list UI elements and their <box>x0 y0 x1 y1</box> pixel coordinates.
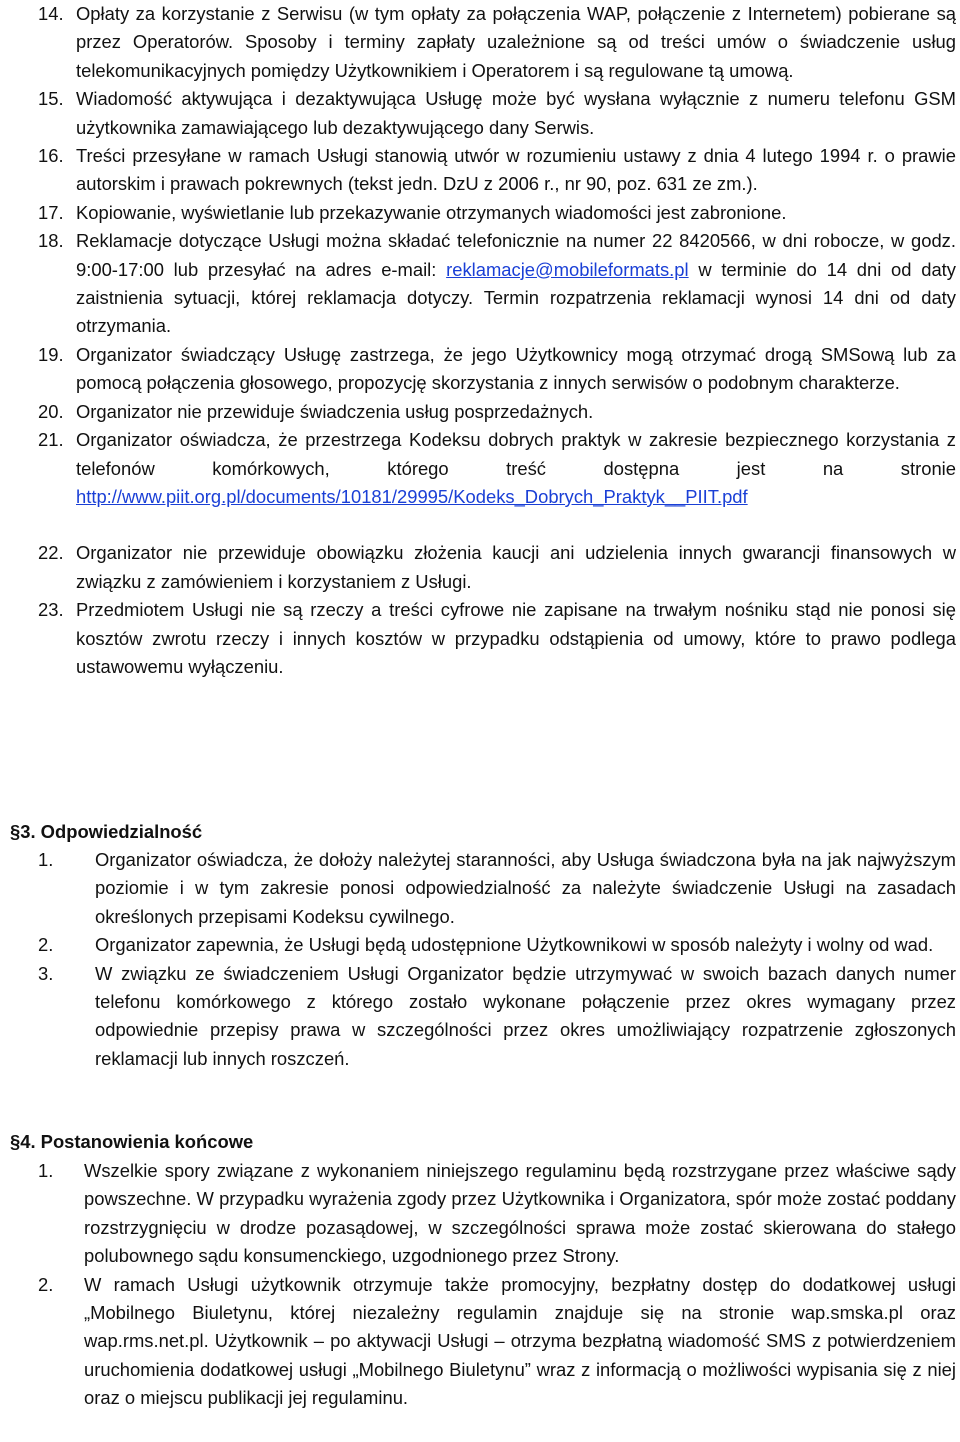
item-number: 18. <box>38 230 64 252</box>
list-item <box>38 1157 956 1271</box>
item-number: 1. <box>38 1160 54 1181</box>
final-provisions-list <box>38 1157 956 1413</box>
item-text: W związku ze świadczeniem Usługi Organizator będzie utrzymywać w swoich bazach danych numer telefonu komórkowego z którego zostało wykonane połączenie przez okres wymagany przez odpowiednie przepisy prawa w szczególności przez okres umożliwiający rozpatrzenie zgłoszonych reklamacji lub innych roszczeń. <box>95 962 956 1069</box>
item-number: 21. <box>38 429 64 451</box>
item-text: Organizator zapewnia, że Usługi będą udostępnione Użytkownikowi w sposób należyty i wolny od wad. <box>95 934 934 956</box>
item-number: 3. <box>38 962 54 984</box>
list-item <box>38 142 956 199</box>
item-text <box>76 426 956 511</box>
list-item <box>38 931 956 959</box>
list-item <box>38 0 956 85</box>
terms-list <box>38 0 956 681</box>
item-number: 2. <box>38 934 54 956</box>
item-text: Kopiowanie, wyświetlanie lub przekazywanie otrzymanych wiadomości jest zabronione. <box>76 201 787 223</box>
item-number: 17. <box>38 201 64 223</box>
item-text-after: w terminie do 14 dni od daty zaistnienia sytuacji, której reklamacja dotyczy. Termin rozpatrzenia reklamacji wynosi 14 dni od daty otrzymania. <box>76 258 956 337</box>
list-item <box>38 199 956 227</box>
item-text: Opłaty za korzystanie z Serwisu (w tym opłaty za połączenia WAP, połączenie z Internetem) pobierane są przez Operatorów. Sposoby i terminy zapłaty uzależnione są od treści umów o świadczenie usług telekomunikacyjnych pomiędzy Użytkownikiem i Operatorem i są regulowane tą umową. <box>76 3 956 81</box>
list-item <box>38 539 956 596</box>
item-number: 1. <box>38 849 54 870</box>
item-text-before: Organizator oświadcza, że przestrzega Kodeksu dobrych praktyk w zakresie bezpiecznego korzystania z telefonów komórkowych, którego treść dostępna jest na stronie <box>76 429 956 479</box>
list-item <box>38 846 956 931</box>
section-heading-final-provisions: §4. Postanowienia końcowe <box>10 1131 254 1152</box>
item-text: Wiadomość aktywująca i dezaktywująca Usługę może być wysłana wyłącznie z numeru telefonu GSM użytkownika zamawiającego lub dezaktywującego dany Serwis. <box>76 88 956 138</box>
list-item <box>38 426 956 511</box>
list-item <box>38 398 956 426</box>
list-item <box>38 85 956 142</box>
item-number: 15. <box>38 88 64 110</box>
item-number: 2. <box>38 1273 54 1295</box>
item-number: 19. <box>38 343 64 365</box>
liability-list <box>38 846 956 1073</box>
item-text: Organizator świadczący Usługę zastrzega, że jego Użytkownicy mogą otrzymać drogą SMSową lub za pomocą połączenia głosowego, propozycję skorzystania z innych serwisów o podobnym charakterze. <box>76 343 956 394</box>
item-number: 16. <box>38 145 64 167</box>
item-text: Przedmiotem Usługi nie są rzeczy a treści cyfrowe nie zapisane na trwałym nośniku stąd nie ponosi się kosztów zwrotu rzeczy i innych kosztów w przypadku odstąpienia od umowy, które to prawo podlega ustawowemu wyłączeniu. <box>76 599 956 677</box>
code-of-practice-link[interactable]: http://www.piit.org.pl/documents/10181/29995/Kodeks_Dobrych_Praktyk__PIIT.pdf <box>76 485 748 507</box>
item-number: 22. <box>38 542 64 564</box>
complaints-email-link[interactable]: reklamacje@mobileformats.pl <box>446 258 689 280</box>
item-text: Organizator oświadcza, że dołoży należytej staranności, aby Usługa świadczona była na jak najwyższym poziomie i w tym zakresie ponosi odpowiedzialność za należyte świadczenie Usługi na zasadach określonych przepisami Kodeksu cywilnego. <box>95 849 956 927</box>
item-text <box>76 227 956 341</box>
item-text: Organizator nie przewiduje obowiązku złożenia kaucji ani udzielenia innych gwarancji finansowych w związku z zamówieniem i korzystaniem z Usługi. <box>76 542 956 592</box>
item-number: 20. <box>38 400 64 422</box>
list-item <box>38 960 956 1074</box>
list-item <box>38 1271 956 1413</box>
item-number: 14. <box>38 3 64 24</box>
item-text: Wszelkie spory związane z wykonaniem niniejszego regulaminu będą rozstrzygane przez właściwe sądy powszechne. W przypadku wyrażenia zgody przez Użytkownika i Organizatora, spór może zostać poddany rozstrzygnięciu w drodze pozasądowej, w szczególności sprawa może zostać skierowana do stałego polubownego sądu konsumenckiego, uzgodnionego przez Strony. <box>84 1160 956 1267</box>
item-text: Organizator nie przewiduje świadczenia usług posprzedażnych. <box>76 400 594 422</box>
item-number: 23. <box>38 599 64 621</box>
item-text-before: Reklamacje dotyczące Usługi można składać telefonicznie na numer 22 8420566, w dni robocze, w godz. 9:00-17:00 lub przesyłać na adres e-mail: <box>76 230 956 280</box>
list-item <box>38 341 956 398</box>
section-heading-liability: §3. Odpowiedzialność <box>10 821 203 842</box>
list-item <box>38 227 956 341</box>
item-text: W ramach Usługi użytkownik otrzymuje także promocyjny, bezpłatny dostęp do dodatkowej usługi „Mobilnego Biuletynu, której niezależny regulamin znajduje się na stronie wap.smska.pl oraz wap.rms.net.pl. Użytkownik – po aktywacji Usługi – otrzyma bezpłatną wiadomość SMS z potwierdzeniem uruchomienia dodatkowej usługi „Mobilnego Biuletynu” wraz z informacją o możliwości wypisania się z niej oraz o miejscu publikacji jej regulaminu. <box>84 1273 956 1409</box>
item-text: Treści przesyłane w ramach Usługi stanowią utwór w rozumieniu ustawy z dnia 4 lutego 1994 r. o prawie autorskim i prawach pokrewnych (tekst jedn. DzU z 2006 r., nr 90, poz. 631 ze zm.). <box>76 145 956 195</box>
list-item <box>38 596 956 681</box>
